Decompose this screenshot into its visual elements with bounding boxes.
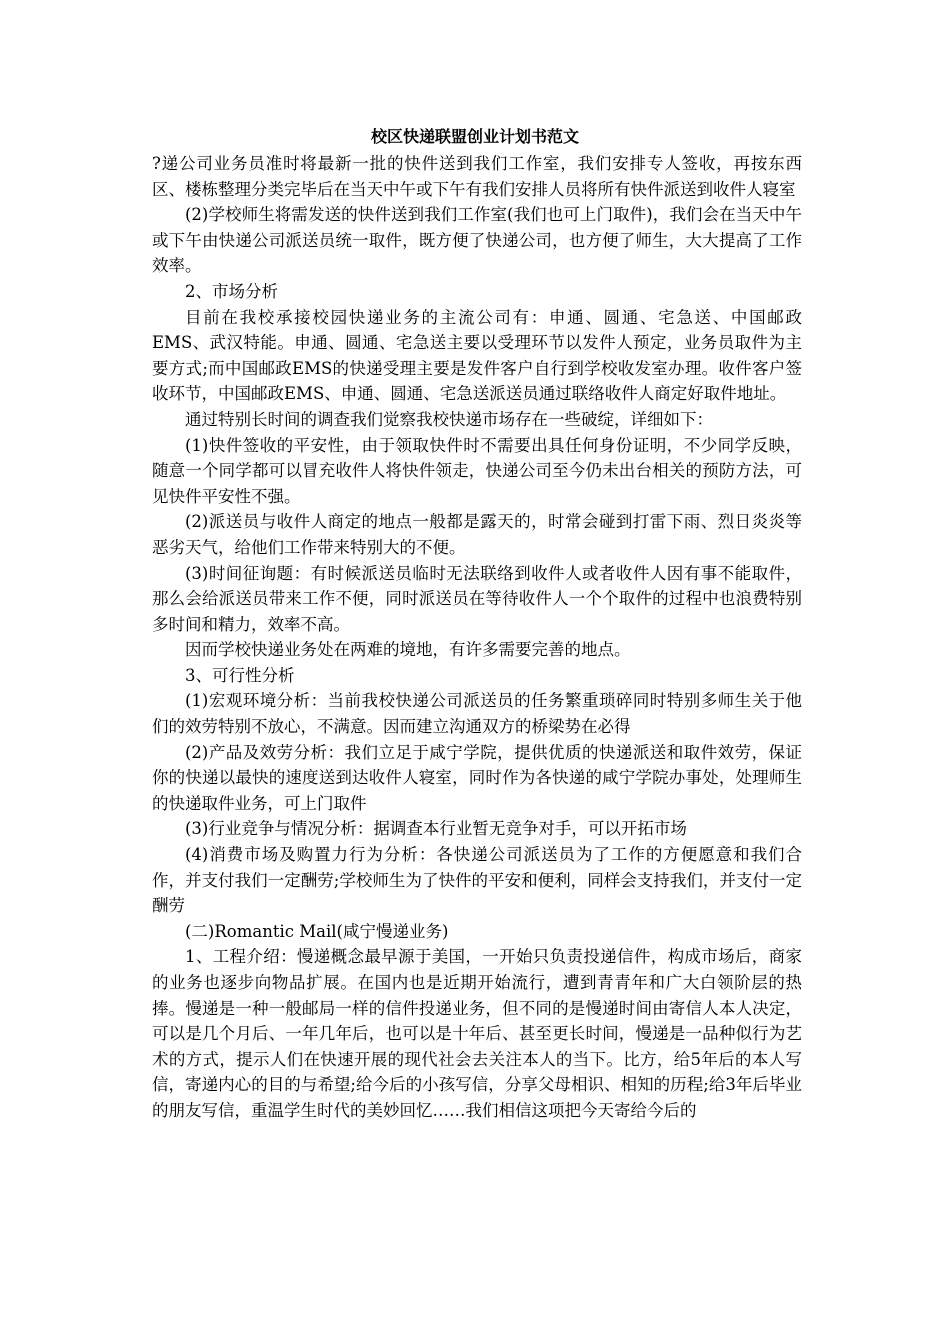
- paragraph: (2)派送员与收件人商定的地点一般都是露天的，时常会碰到打雷下雨、烈日炎炎等恶劣天气，给他们工作带来特别大的不便。: [152, 512, 802, 557]
- paragraph: 1、工程介绍：慢递概念最早源于美国，一开始只负责投递信件，构成市场后，商家的业务也逐步向物品扩展。在国内也是近期开始流行，遭到青青年和广大白领阶层的热捧。慢递是一种一般邮局一样的信件投递业务，但不同的是慢递时间由寄信人本人决定，可以是几个月后、一年几年后，也可以是十年后、甚至更长时间，慢递是一品种似行为艺术的方式，提示人们在快速开展的现代社会去关注本人的当下。比方，给5年后的本人写信，寄递内心的目的与希望;给今后的小孩写信，分享父母相识、相知的历程;给3年后毕业的朋友写信，重温学生时代的美妙回忆……我们相信这项把今天寄给今后的: [152, 947, 802, 1120]
- paragraph: 2、市场分析: [185, 281, 278, 301]
- paragraph: ?递公司业务员准时将最新一批的快件送到我们工作室，我们安排专人签收，再按东西区、楼栋整理分类完毕后在当天中午或下午有我们安排人员将所有快件派送到收件人寝室: [152, 154, 802, 199]
- paragraph: (2)产品及效劳分析：我们立足于咸宁学院，提供优质的快递派送和取件效劳，保证你的快递以最快的速度送到达收件人寝室，同时作为各快递的咸宁学院办事处，处理师生的快递取件业务，可上门取件: [152, 742, 802, 813]
- paragraph: 通过特别长时间的调查我们觉察我校快递市场存在一些破绽，详细如下：: [185, 409, 713, 429]
- paragraph: (3)时间征询题：有时候派送员临时无法联络到收件人或者收件人因有事不能取件，那么会给派送员带来工作不便，同时派送员在等待收件人一个个取件的过程中也浪费特别多时间和精力，效率不高。: [152, 563, 802, 634]
- paragraph: 目前在我校承接校园快递业务的主流公司有：申通、圆通、宅急送、中国邮政EMS、武汉特能。申通、圆通、宅急送主要以受理环节以发件人预定，业务员取件为主要方式;而中国邮政EMS的快递受理主要是发件客户自行到学校收发室办理。收件客户签收环节，中国邮政EMS、申通、圆通、宅急送派送员通过联络收件人商定好取件地址。: [152, 307, 802, 404]
- paragraph: (1)快件签收的平安性，由于领取快件时不需要出具任何身份证明，不少同学反映，随意一个同学都可以冒充收件人将快件领走，快递公司至今仍未出台相关的预防方法，可见快件平安性不强。: [152, 435, 802, 506]
- document-title: 校区快递联盟创业计划书范文: [370, 127, 579, 146]
- paragraph: (3)行业竞争与情况分析：据调查本行业暂无竞争对手，可以开拓市场: [185, 819, 687, 839]
- paragraph: (4)消费市场及购置力行为分析：各快递公司派送员为了工作的方便愿意和我们合作，并支付我们一定酬劳;学校师生为了快件的平安和便利，同样会支持我们，并支付一定酬劳: [152, 845, 802, 916]
- paragraph: (1)宏观环境分析：当前我校快递公司派送员的任务繁重琐碎同时特别多师生关于他们的效劳特别不放心，不满意。因而建立沟通双方的桥梁势在必得: [152, 691, 802, 737]
- paragraph: (2)学校师生将需发送的快件送到我们工作室(我们也可上门取件)，我们会在当天中午或下午由快递公司派送员统一取件，既方便了快递公司，也方便了师生，大大提高了工作效率。: [152, 205, 802, 276]
- paragraph: (二)Romantic Mail(咸宁慢递业务): [185, 921, 449, 941]
- paragraph: 因而学校快递业务处在两难的境地，有许多需要完善的地点。: [185, 640, 631, 660]
- document-body: [152, 151, 802, 1124]
- paragraph: 3、可行性分析: [185, 665, 295, 685]
